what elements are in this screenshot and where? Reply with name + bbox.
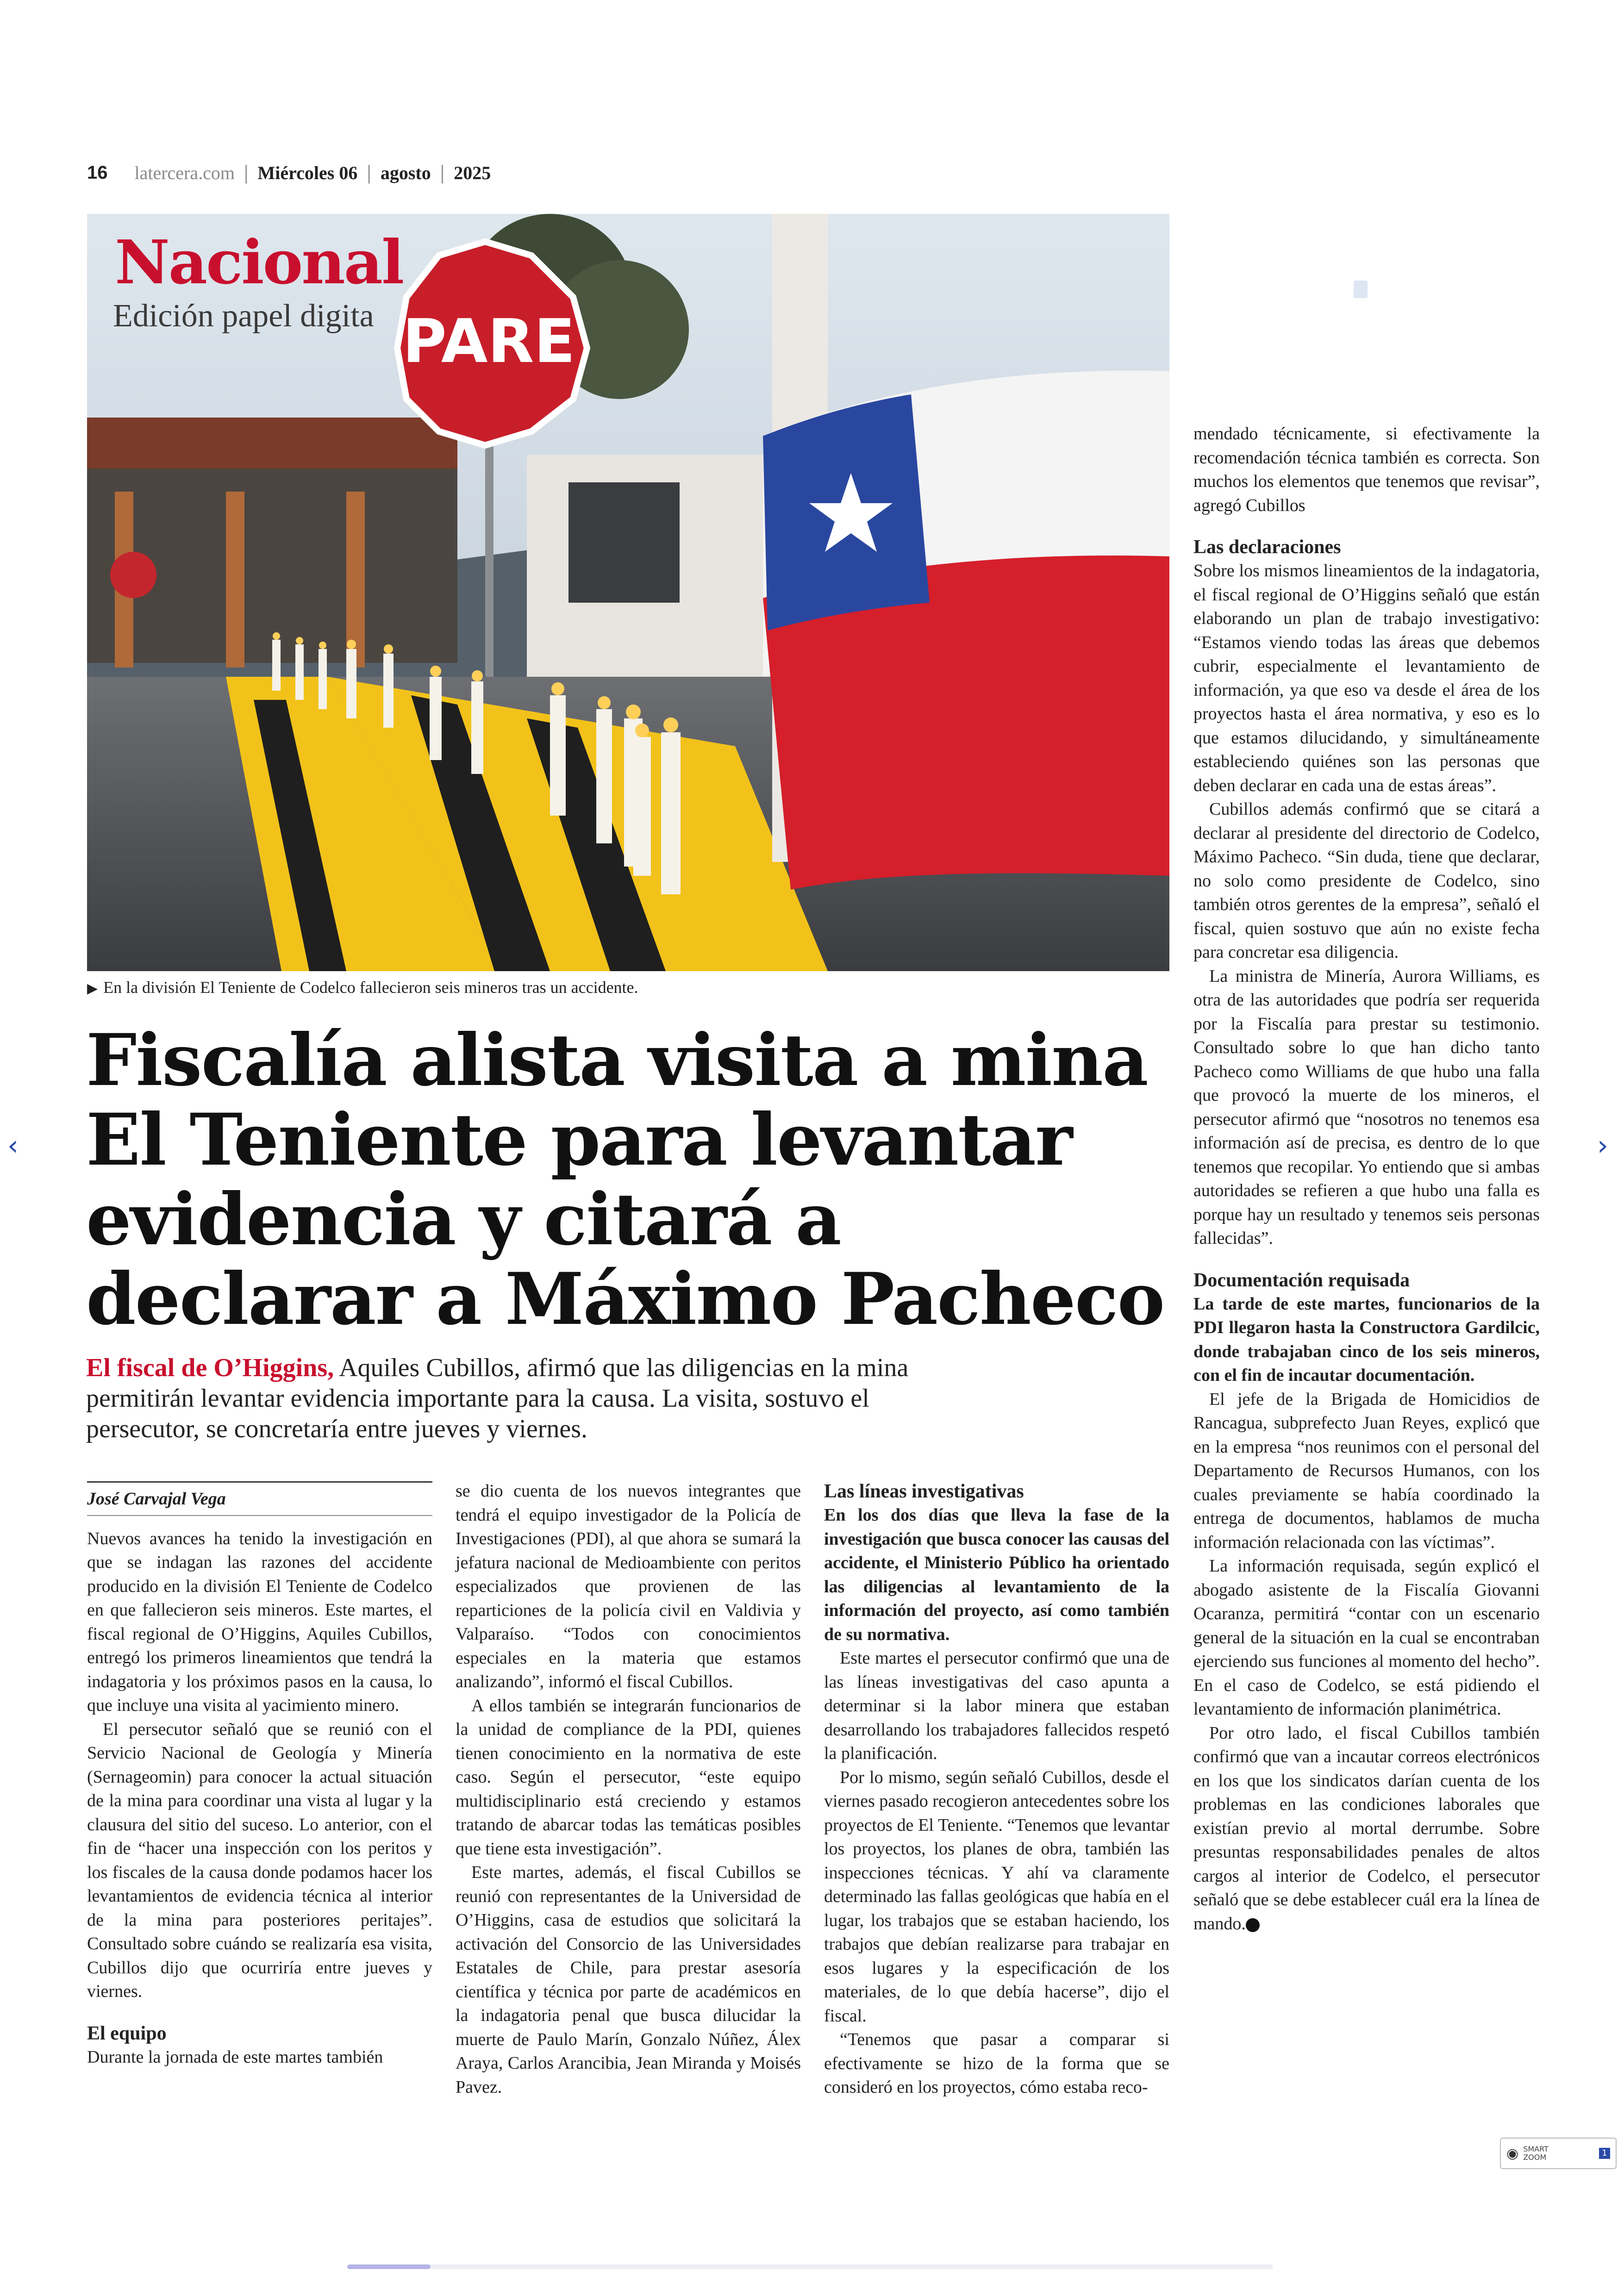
eye-icon: ◉ (1506, 2145, 1519, 2162)
article-paragraph: Cubillos además confirmó que se citará a declarar al presidente del directorio de Codelco, Máximo Pacheco. “Sin duda, tiene que declarar, no solo como presidente de Codelco, sino también otros gerentes de la empresa”, señaló el fiscal, quien sostuvo que aún no existe fecha para concretar esa diligencia. (1193, 799, 1540, 962)
headline (86, 1018, 1164, 1341)
photo-caption (87, 978, 638, 997)
article-paragraph: Nuevos avances ha tenido la investigación en que se indagan las razones del accidente producido en la división El Teniente de Codelco en que fallecieron seis mineros. Este martes, el fiscal regional de O’Higgins, Aquiles Cubillos, entregó los primeros lineamientos que tendrá la indagatoria y los próximos pasos en la causa, lo que incluye una visita al yacimiento minero. (87, 1528, 432, 1715)
article-paragraph: Este martes el persecutor confirmó que una de las líneas investigativas del caso apunta a determinar si la labor minera que estaban desarrollando los trabajadores fallecidos respetó la planificación. (824, 1648, 1169, 1763)
header-year: 2025 (454, 162, 491, 183)
article-paragraph: “Tenemos que pasar a comparar si efectivamente se hizo de la forma que se consideró en los proyectos, cómo estaba reco- (824, 2030, 1169, 2097)
article-column-4 (1193, 422, 1540, 1936)
page-header (87, 162, 491, 184)
lead-text: Aquiles Cubillos, afirmó que las diligencias en la mina permitirán levantar evidencia importante para la causa. La visita, sostuvo el persecutor, se concretaría entre jueves y viernes. (86, 1353, 909, 1443)
smart-zoom-label: SMART ZOOM (1523, 2145, 1549, 2162)
stop-sign-text: PARE (402, 306, 575, 376)
caption-text: En la división El Teniente de Codelco fallecieron seis mineros tras un accidente. (103, 978, 638, 997)
page-progress-bar[interactable] (347, 2264, 1273, 2269)
article-paragraph: La información requisada, según explicó el abogado asistente de la Fiscalía Giovanni Ocaranza, permitirá “contar con un escenario general de la situación en la cual se encontraban ejerciendo sus funciones al momento del hecho”. En el caso de Codelco, se está pidiendo el levantamiento de información planimétrica. (1193, 1556, 1540, 1719)
article-paragraph: A ellos también se integrarán funcionarios de la unidad de compliance de la PDI, quienes tienen conocimiento en la normativa de este caso. Según el persecutor, “este equipo multidisciplinario está creciendo y estamos tratando de abarcar todas las temáticas posibles que tiene esta investigación”. (456, 1696, 801, 1858)
header-separator: | (366, 162, 372, 184)
article-paragraph: La ministra de Minería, Aurora Williams, es otra de las autoridades que podría ser requerida por la Fiscalía para prestar su testimonio. Consultado sobre lo que han dicho tanto Pacheco como Williams de que hubo una falla que provocó la muerte de los mineros, el persecutor afirmó que “nosotros no tenemos esa información así de precisa, es dentro de lo que tenemos que recopilar. Yo entiendo que si ambas autoridades se refieren a que hubo una falla es porque hay un resultado y tenemos seis personas fallecidas”. (1193, 966, 1540, 1248)
article-paragraph: Este martes, además, el fiscal Cubillos se reunió con representantes de la Universidad de O’Higgins, casa de estudios que solicitará la activación del Consorcio de las Universidades Estatales de Chile, para prestar asesoría científica y técnica por parte de académicos en la indagatoria penal que busca dilucidar la muerte de Paulo Marín, Gonzalo Núñez, Álex Araya, Carlos Arancibia, Jean Miranda y Moisés Pavez. (456, 1863, 801, 2097)
subhead-lineas: Las líneas investigativas (824, 1481, 1024, 1502)
lead-paragraph (86, 1353, 956, 1444)
subhead-equipo: El equipo (87, 2022, 167, 2044)
article-column-2 (456, 1479, 801, 2099)
edition-label: Edición papel digita (113, 298, 374, 334)
header-day: Miércoles 06 (257, 162, 358, 183)
final-paragraph-text: Por otro lado, el fiscal Cubillos también confirmó que van a incautar correos electrónicos en los que los sindicatos darían cuenta de los problemas en las condiciones laborales que existían previo al mortal derrumbe. Sobre presuntas responsabilidades penales de altos cargos al interior de Codelco, el persecutor señaló que se debe establecer cuál era la línea de mando. (1193, 1723, 1540, 1933)
article-paragraph: mendado técnicamente, si efectivamente la recomendación técnica también es correcta. Son muchos los elementos que tenemos que revisar”, agregó Cubillos (1193, 424, 1540, 515)
subhead-declaraciones: Las declaraciones (1193, 536, 1341, 558)
lead-highlight: El fiscal de O’Higgins, (86, 1353, 334, 1382)
byline: José Carvajal Vega (87, 1481, 432, 1516)
subhead-documentacion: Documentación requisada (1193, 1269, 1410, 1291)
annotation-marker-icon[interactable] (1354, 281, 1368, 298)
headline-line: declarar a Máximo Pacheco (86, 1257, 1164, 1341)
article-column-1 (87, 1481, 432, 2069)
article-paragraph: El jefe de la Brigada de Homicidios de Rancagua, subprefecto Juan Reyes, explicó que en la empresa “nos reunimos con el personal del Departamento de Recursos Humanos, con los cuales previamente se había coordinado la entrega de documentos, hablamos de mucha información relacionada con las víctimas”. (1193, 1389, 1540, 1552)
headline-line: El Teniente para levantar (86, 1098, 1072, 1182)
previous-page-button[interactable]: ‹ (7, 1129, 19, 1162)
article-paragraph: se dio cuenta de los nuevos integrantes que tendrá el equipo investigador de la Policía de Investigaciones (PDI), al que ahora se sumará la jefatura nacional de Medioambiente con peritos especializados que provienen de las reparticiones de la policía civil en Valdivia y Valparaíso. “Todos con conocimientos especiales en la materia que estamos analizando”, informó el fiscal Cubillos. (456, 1481, 801, 1691)
header-month: agosto (380, 162, 431, 183)
article-paragraph: El persecutor señaló que se reunió con el Servicio Nacional de Geología y Minería (Sernageomin) para conocer la actual situación de la mina para coordinar una vista al lugar y la clausura del sitio del suceso. Lo anterior, con el fin de “hacer una inspección con los peritos y los fiscales de la causa donde podamos hacer los levantamientos de evidencia técnica al interior de la mina para posteriores peritajes”. Consultado sobre cuándo se realizaría esa visita, Cubillos dijo que ocurriría entre jueves y viernes. (87, 1719, 432, 2001)
zoom-count-badge: 1 (1599, 2148, 1610, 2159)
headline-line: Fiscalía alista visita a mina (86, 1018, 1148, 1102)
article-paragraph: La tarde de este martes, funcionarios de la PDI llegaron hasta la Constructora Gardilcic, donde trabajaban cinco de los seis mineros, con el fin de incautar documentación. (1193, 1294, 1540, 1385)
article-paragraph: En los dos días que lleva la fase de la investigación que busca conocer las causas del accidente, el Ministerio Público ha orientado las diligencias al levantamiento de la información del proyecto, así como también de su normativa. (824, 1505, 1169, 1644)
page-progress-fill (347, 2264, 431, 2269)
caption-arrow-icon: ▶ (87, 981, 98, 996)
next-page-button[interactable]: › (1597, 1129, 1608, 1162)
end-of-article-icon (1246, 1918, 1260, 1932)
site-name: latercera.com (134, 162, 235, 183)
lead-photo (87, 214, 1169, 971)
article-paragraph: Por lo mismo, según señaló Cubillos, desde el viernes pasado recogieron antecedentes sobre los proyectos de El Teniente. “Tenemos que levantar los proyectos, los planes de obra, también las inspecciones técnicas. Y ahí va claramente determinado las fallas geológicas que había en el lugar, los trabajos que se estaban haciendo, los trabajos que debían realizarse para trabajar en esos lugares y la especificación de los materiales, de lo que debía hacerse”, dijo el fiscal. (824, 1767, 1169, 2026)
article-paragraph (1193, 1721, 1540, 1936)
header-separator: | (439, 162, 446, 184)
headline-line: evidencia y citará a (86, 1178, 841, 1261)
article-paragraph: Sobre los mismos lineamientos de la indagatoria, el fiscal regional de O’Higgins señaló que están elaborando un plan de trabajo investigativo: “Estamos viendo todas las áreas que debemos cubrir, especialmente el levantamiento de información, ya que eso va desde el área de los proyectos hasta el área normativa, y eso es lo que estamos dilucidando, y simultáneamente estableciendo quiénes son las personas que deben declarar en cada una de estas áreas”. (1193, 561, 1540, 795)
smart-zoom-button[interactable] (1500, 2138, 1617, 2169)
page-number: 16 (87, 162, 108, 183)
header-separator: | (243, 162, 250, 184)
chilean-flag (763, 371, 1169, 890)
article-column-3 (824, 1479, 1169, 2100)
article-paragraph: Durante la jornada de este martes también (87, 2047, 383, 2067)
section-title: Nacional (115, 227, 403, 298)
